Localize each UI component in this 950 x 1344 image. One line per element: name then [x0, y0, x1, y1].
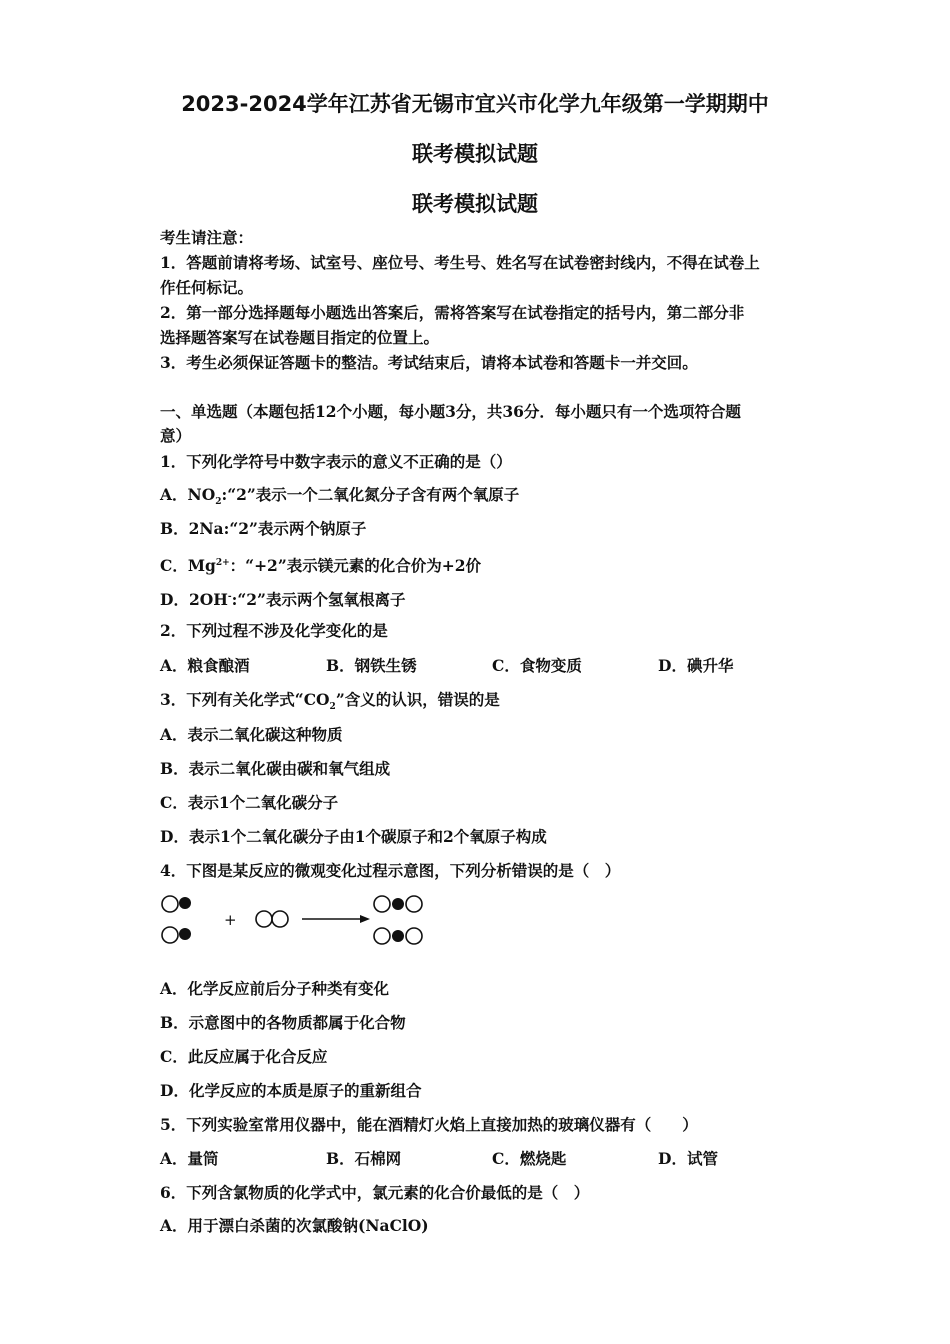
notice-header: 考生请注意：	[160, 228, 254, 247]
q3-stem-sub: 2	[329, 702, 336, 713]
q3-stem	[160, 690, 800, 717]
q1-stem: 1．下列化学符号中数字表示的意义不正确的是（）	[160, 452, 512, 471]
black-atom	[392, 930, 404, 942]
q3-stem-post: ”含义的认识，错误的是	[335, 690, 500, 709]
q3-option-d: D．表示1个二氧化碳分子由1个碳原子和2个氧原子构成	[160, 827, 547, 846]
q4-option-d: D．化学反应的本质是原子的重新组合	[160, 1081, 422, 1100]
q1-d-sup: -	[227, 592, 232, 602]
q6-stem: 6．下列含氯物质的化学式中，氯元素的化合价最低的是（ ）	[160, 1183, 590, 1202]
black-atom	[179, 928, 191, 940]
section1-heading: 一、单选题（本题包括12个小题，每小题3分，共36分．每小题只有一个选项符合题	[160, 402, 741, 421]
white-atom	[162, 927, 178, 943]
q4-option-c: C．此反应属于化合反应	[160, 1047, 328, 1066]
black-atom	[179, 897, 191, 909]
q2-option-a: A．粮食酿酒	[160, 656, 250, 675]
q5-option-d: D．试管	[658, 1149, 718, 1168]
white-atom	[374, 896, 390, 912]
exam-title-line2: 联考模拟试题	[412, 142, 538, 166]
q3-option-a: A．表示二氧化碳这种物质	[160, 725, 343, 744]
q1-a-sub: 2	[215, 497, 222, 508]
white-atom	[162, 896, 178, 912]
notice-item-3: 3．考生必须保证答题卡的整洁。考试结束后，请将本试卷和答题卡一并交回。	[160, 353, 698, 372]
exam-title-line1: 2023-2024学年江苏省无锡市宜兴市化学九年级第一学期期中	[181, 92, 769, 116]
white-atom	[406, 928, 422, 944]
reaction-diagram	[160, 893, 440, 951]
q5-stem: 5．下列实验室常用仪器中，能在酒精灯火焰上直接加热的玻璃仪器有（ ）	[160, 1115, 698, 1134]
white-atom	[406, 896, 422, 912]
q2-stem: 2．下列过程不涉及化学变化的是	[160, 621, 388, 640]
q3-stem-pre: 3．下列有关化学式“CO	[160, 690, 330, 709]
white-atom	[256, 911, 272, 927]
notice-item-2: 2．第一部分选择题每小题选出答案后，需将答案写在试卷指定的括号内，第二部分非	[160, 303, 745, 322]
q1-option-c	[160, 553, 800, 576]
q4-option-b: B．示意图中的各物质都属于化合物	[160, 1013, 406, 1032]
q1-d-post: :“2”表示两个氢氧根离子	[231, 590, 406, 610]
white-atom	[272, 911, 288, 927]
q1-option-a	[160, 485, 800, 512]
q2-option-d: D．碘升华	[658, 656, 734, 675]
notice-item-1-cont: 作任何标记。	[160, 278, 254, 297]
q1-a-pre: A．NO	[160, 485, 216, 504]
reaction-arrow-head	[360, 915, 370, 923]
q1-option-b: B．2Na:“2”表示两个钠原子	[160, 519, 367, 538]
notice-item-1: 1．答题前请将考场、试室号、座位号、考生号、姓名写在试卷密封线内，不得在试卷上	[160, 253, 760, 272]
q2-option-c: C．食物变质	[492, 656, 582, 675]
q5-option-a: A．量筒	[160, 1149, 219, 1168]
q1-a-post: :“2”表示一个二氧化氮分子含有两个氧原子	[221, 485, 520, 504]
section1-heading-cont: 意）	[160, 426, 192, 445]
notice-item-2-cont: 选择题答案写在试卷题目指定的位置上。	[160, 328, 440, 347]
q1-d-pre: D．2OH	[160, 590, 228, 610]
q2-option-b: B．钢铁生锈	[326, 656, 417, 675]
q1-c-post: ：“+2”表示镁元素的化合价为+2价	[229, 556, 482, 576]
white-atom	[374, 928, 390, 944]
q6-option-a: A．用于漂白杀菌的次氯酸钠(NaClO)	[160, 1216, 429, 1235]
q3-option-b: B．表示二氧化碳由碳和氧气组成	[160, 759, 391, 778]
exam-title-line3: 联考模拟试题	[412, 192, 538, 216]
q1-c-pre: C．Mg	[160, 556, 216, 576]
q3-option-c: C．表示1个二氧化碳分子	[160, 793, 339, 812]
q5-option-b: B．石棉网	[326, 1149, 402, 1168]
black-atom	[392, 898, 404, 910]
q1-option-d	[160, 587, 800, 610]
q4-option-a: A．化学反应前后分子种类有变化	[160, 979, 390, 998]
q4-stem: 4．下图是某反应的微观变化过程示意图，下列分析错误的是（ ）	[160, 861, 621, 880]
q1-c-sup: 2+	[215, 558, 230, 568]
q5-option-c: C．燃烧匙	[492, 1149, 567, 1168]
plus-sign: +	[224, 911, 237, 929]
